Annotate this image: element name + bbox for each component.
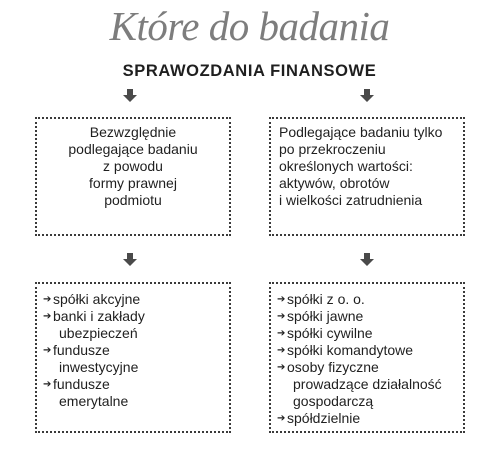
- list-item: [277, 325, 459, 342]
- arrow-right-icon: ➔: [277, 362, 286, 373]
- list-item-line: spółki cywilne: [287, 325, 373, 341]
- list-item-line: fundusze: [53, 376, 110, 392]
- list-item: [43, 308, 225, 342]
- box-line: Bezwzględnie: [89, 124, 177, 140]
- list-item-line: gospodarczą: [293, 393, 374, 409]
- list-item: [277, 342, 459, 359]
- list-item-line: fundusze: [53, 342, 110, 358]
- arrow-right-icon: ➔: [277, 345, 286, 356]
- diagram-title: Które do badania: [109, 3, 390, 49]
- list-item: [43, 376, 225, 410]
- mandatory-entities-box: [35, 282, 231, 433]
- threshold-audit-box: [269, 117, 465, 236]
- list-item-line: osoby fizyczne: [287, 359, 379, 375]
- list-item: [277, 308, 459, 325]
- arrow-right-icon: ➔: [43, 379, 52, 390]
- threshold-entities-box: [269, 282, 465, 433]
- list-item: [277, 410, 459, 427]
- list-item: [43, 291, 225, 308]
- arrow-right-icon: ➔: [277, 328, 286, 339]
- box-line: i wielkości zatrudnienia: [279, 192, 423, 208]
- list-item-line: spółki komandytowe: [287, 342, 414, 358]
- list-item-line: banki i zakłady: [53, 308, 145, 324]
- arrow-right-icon: ➔: [43, 294, 52, 305]
- diagram-heading: SPRAWOZDANIA FINANSOWE: [122, 62, 377, 80]
- mandatory-audit-box: [35, 117, 231, 236]
- mandatory-entities-list: [43, 291, 225, 410]
- arrow-right-icon: ➔: [277, 413, 286, 424]
- arrow-down-icon: [123, 253, 137, 267]
- list-item: [277, 359, 459, 410]
- box-line: podlegające badaniu: [68, 141, 198, 157]
- arrow-right-icon: ➔: [277, 311, 286, 322]
- box-line: podmiotu: [104, 192, 162, 208]
- arrow-down-icon: [123, 89, 137, 103]
- list-item: [43, 342, 225, 376]
- box-line: po przekroczeniu: [279, 141, 386, 157]
- box-line: Podlegające badaniu tylko: [279, 124, 443, 140]
- list-item-line: inwestycyjne: [59, 359, 139, 375]
- box-line: określonych wartości:: [279, 158, 413, 174]
- threshold-entities-list: [277, 291, 459, 427]
- arrow-right-icon: ➔: [43, 345, 52, 356]
- list-item: [277, 291, 459, 308]
- list-item-line: spółki jawne: [287, 308, 364, 324]
- list-item-line: emerytalne: [59, 393, 129, 409]
- list-item-line: spółki akcyjne: [53, 291, 141, 307]
- list-item-line: spółki z o. o.: [287, 291, 365, 307]
- list-item-line: spółdzielnie: [287, 410, 361, 426]
- box-line: z powodu: [103, 158, 163, 174]
- arrow-right-icon: ➔: [43, 311, 52, 322]
- box-line: formy prawnej: [89, 175, 177, 191]
- list-item-line: prowadzące działalność: [293, 376, 442, 392]
- arrow-down-icon: [360, 89, 374, 103]
- list-item-line: ubezpieczeń: [59, 325, 138, 341]
- arrow-down-icon: [360, 253, 374, 267]
- box-line: aktywów, obrotów: [279, 175, 390, 191]
- arrow-right-icon: ➔: [277, 294, 286, 305]
